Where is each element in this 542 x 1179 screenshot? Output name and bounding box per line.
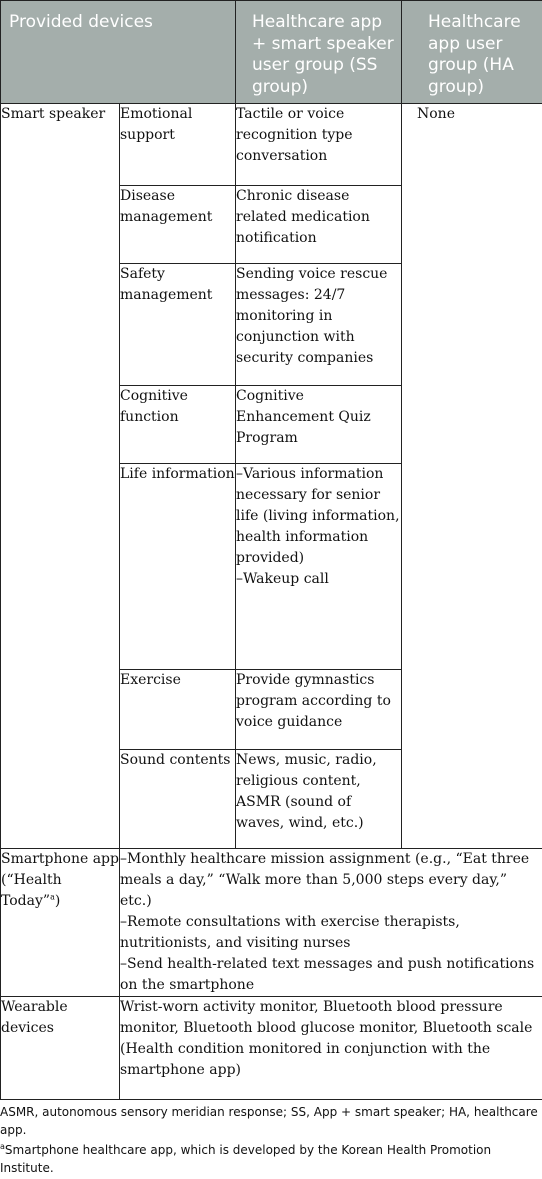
header-ha-group: Healthcare app user group (HA group) [402, 1, 542, 104]
abbreviations-note: ASMR, autonomous sensory meridian response; SS, App + smart speaker; HA, healthcare app. [0, 1105, 538, 1137]
detail-disease-management: Chronic disease related medication notification [236, 186, 402, 264]
header-row [1, 1, 542, 104]
footnote-text: Smartphone healthcare app, which is developed by the Korean Health Promotion Institute. [0, 1143, 492, 1175]
detail-line: –Wakeup call [236, 571, 329, 587]
table-row [1, 997, 542, 1100]
detail-wearable: Wrist-worn activity monitor, Bluetooth blood pressure monitor, Bluetooth blood glucose monitor, Bluetooth scale (Health condition monitored in conjunction with the smartphone app) [120, 997, 542, 1100]
device-smart-speaker: Smart speaker [1, 104, 120, 849]
footnote-marker: a [50, 892, 55, 902]
device-name: Smartphone app (“Health Today” [1, 851, 119, 909]
function-safety-management: Safety management [120, 264, 236, 386]
device-name-end: ) [54, 893, 61, 909]
detail-safety-management: Sending voice rescue messages: 24/7 monitoring in conjunction with security companies [236, 264, 402, 386]
detail-sound-contents: News, music, radio, religious content, ASMR (sound of waves, wind, etc.) [236, 750, 402, 849]
function-disease-management: Disease management [120, 186, 236, 264]
detail-exercise: Provide gymnastics program according to voice guidance [236, 670, 402, 750]
detail-line: –Send health-related text messages and push notifications on the smartphone [120, 956, 535, 993]
header-provided-devices: Provided devices [1, 1, 236, 104]
detail-cognitive: Cognitive Enhancement Quiz Program [236, 386, 402, 464]
function-emotional-support: Emotional support [120, 104, 236, 186]
ha-group-none: None [402, 104, 542, 849]
function-life-information: Life information [120, 464, 236, 670]
detail-smartphone-app [120, 849, 542, 997]
device-smartphone-app [1, 849, 120, 997]
table-row [1, 849, 542, 997]
function-sound-contents: Sound contents [120, 750, 236, 849]
function-exercise: Exercise [120, 670, 236, 750]
table-row [1, 104, 542, 186]
detail-line: –Various information necessary for senior life (living information, health information provided) [236, 466, 400, 566]
footnote-a [0, 1141, 542, 1177]
footnote-marker: a [0, 1142, 5, 1151]
detail-line: –Monthly healthcare mission assignment (e.g., “Eat three meals a day,” “Walk more than 5,000 steps every day,” etc.) [120, 851, 530, 909]
function-cognitive: Cognitive function [120, 386, 236, 464]
detail-line: –Remote consultations with exercise therapists, nutritionists, and visiting nurses [120, 914, 460, 951]
detail-life-information [236, 464, 402, 670]
header-ss-group: Healthcare app + smart speaker user group (SS group) [236, 1, 402, 104]
device-wearable: Wearable devices [1, 997, 120, 1100]
detail-emotional-support: Tactile or voice recognition type conversation [236, 104, 402, 186]
